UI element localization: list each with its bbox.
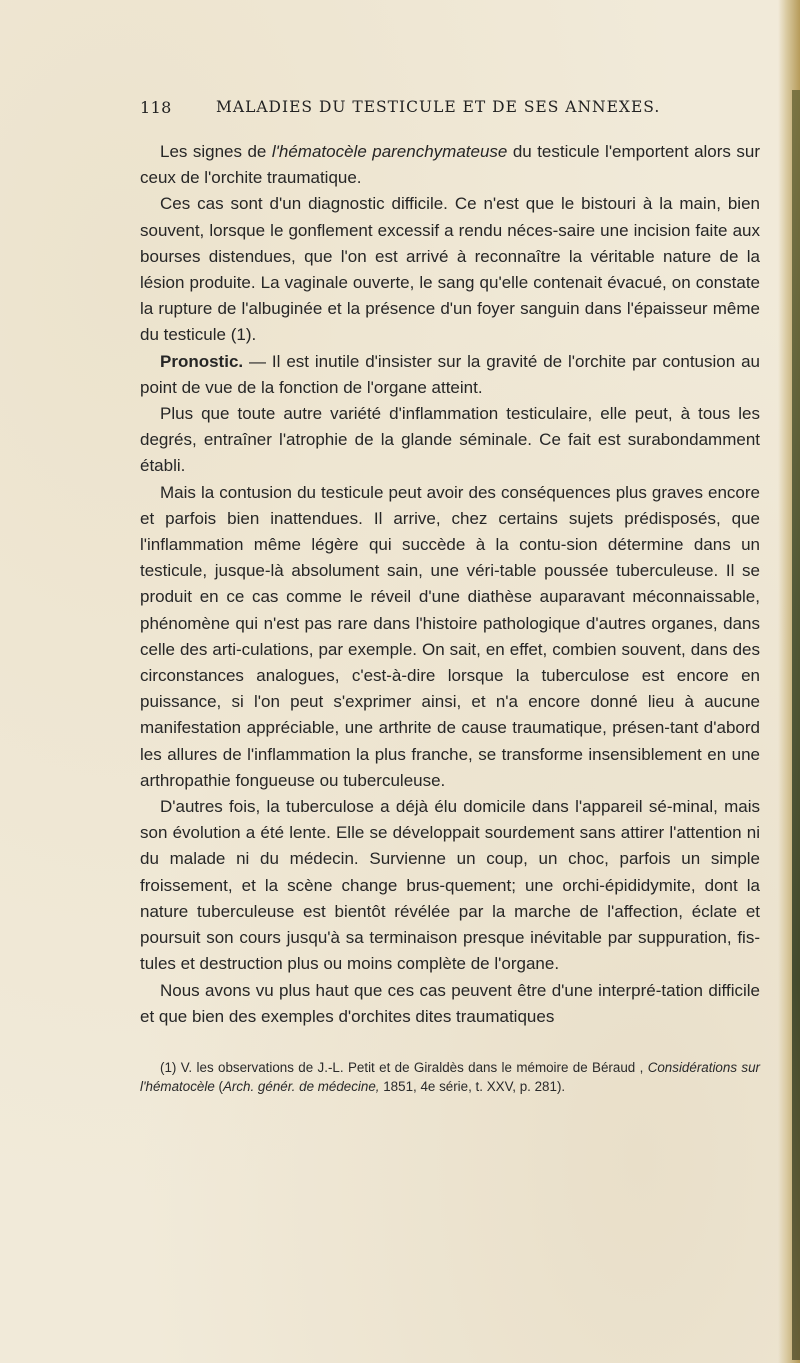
paragraph-5: Mais la contusion du testicule peut avoir des conséquences plus graves encore et parfois bien inattendues. Il arrive, chez certains sujets prédisposés, que l'inflammation même légère qui succède à la contu-sion détermine dans un testicule, jusque-là absolument sain, une véri-table poussée tuberculeuse. Il se produit en ce cas comme le réveil d'une diathèse auparavant méconnaissable, phénomène qui n'est pas rare dans l'histoire pathologique d'autres organes, dans celle des arti-culations, par exemple. On sait, en effet, combien souvent, dans des circonstances analogues, c'est-à-dire lorsque la tuberculose est encore en puissance, si l'on peut s'exprimer ainsi, et n'a encore donné lieu à aucune manifestation appréciable, une arthrite de cause traumatique, présen-tant d'abord les allures de l'inflammation la plus franche, se transforme insensiblement en une arthropathie fongueuse ou tuberculeuse. <box>140 482 760 790</box>
footnote-part-c: 1851, 4e série, t. XXV, p. 281). <box>379 1078 566 1094</box>
paragraph-3 <box>140 349 760 401</box>
paragraph-6: D'autres fois, la tuberculose a déjà élu domicile dans l'appareil sé-minal, mais son évolution a été lente. Elle se développait sourdement sans attirer l'attention ni du malade ni du médecin. Survienne un coup, un choc, parfois un simple froissement, et la scène change brus-quement; une orchi-épididymite, dont la nature tuberculeuse est bientôt révélée par la marche de l'affection, éclate et poursuit son cours jusqu'à sa terminaison presque inévitable par suppuration, fis-tules et destruction plus ou moins complète de l'organe. <box>140 797 760 974</box>
paragraph-7: Nous avons vu plus haut que ces cas peuvent être d'une interpré-tation difficile et que bien des exemples d'orchites dites traumatiques <box>140 980 760 1026</box>
page-number: 118 <box>140 98 172 117</box>
footnote <box>140 1059 760 1096</box>
book-edge-binding <box>792 90 800 1360</box>
footnote-part-b: ( <box>214 1078 223 1094</box>
main-text <box>140 139 760 1030</box>
paragraph-3-text: — Il est inutile d'insister sur la gravité de l'orchite par contusion au point de vue de la fonction de l'organe atteint. <box>140 351 760 397</box>
footnote-italic-title: Considérations sur l'hématocèle <box>140 1060 760 1094</box>
section-heading-pronostic: Pronostic. <box>160 351 244 371</box>
paragraph-1-italic: l'hématocèle parenchymateuse <box>271 142 508 161</box>
paragraph-1-text-a: Les signes de <box>160 142 272 161</box>
footnote-part-a: (1) V. les observations de J.-L. Petit et de Giraldès dans le mémoire de Béraud , <box>160 1060 648 1075</box>
footnote-italic-journal: Arch. génér. de médecine, <box>222 1078 380 1094</box>
footnote-text <box>140 1059 760 1096</box>
running-title: MALADIES DU TESTICULE ET DE SES ANNEXES. <box>216 98 661 116</box>
paragraph-4: Plus que toute autre variété d'inflammation testiculaire, elle peut, à tous les degrés, entraîner l'atrophie de la glande séminale. Ce fait est surabondamment établi. <box>140 404 760 476</box>
paragraph-1-text-b: du testicule l'emportent alors sur ceux de l'orchite traumatique. <box>140 142 760 188</box>
paragraph-2: Ces cas sont d'un diagnostic difficile. Ce n'est que le bistouri à la main, bien souvent, lorsque le gonflement excessif a rendu néces-saire une incision faite aux bourses distendues, que l'on est arrivé à reconnaître la véritable nature de la lésion produite. La vaginale ouverte, le sang qu'elle contenait évacué, on constate la rupture de l'albuginée et la présence d'un foyer sanguin dans l'épaisseur même du testicule (1). <box>140 194 760 345</box>
paragraph-1 <box>140 139 760 191</box>
